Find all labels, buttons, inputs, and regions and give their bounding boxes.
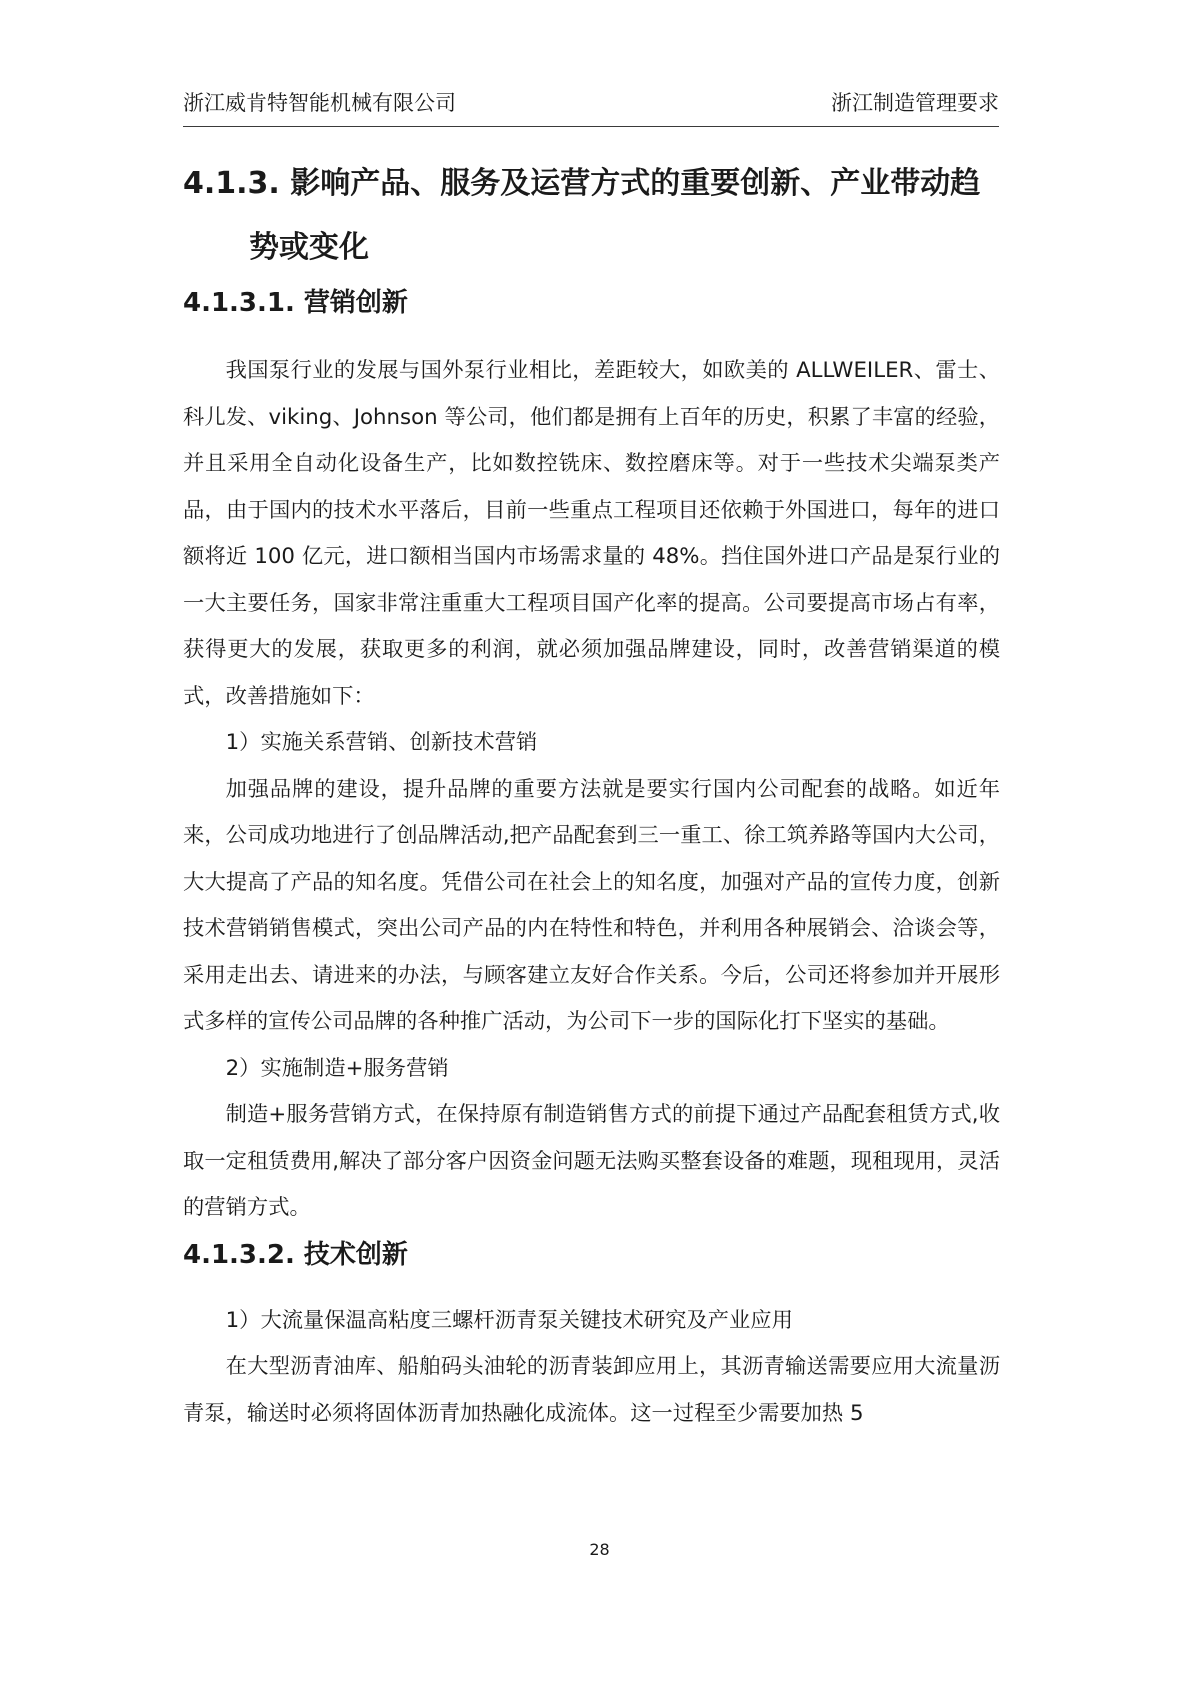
technology-item-1: 1）大流量保温高粘度三螺杆沥青泵关键技术研究及产业应用 [225,1307,793,1333]
page-number: 28 [589,1540,610,1559]
header-company-name: 浙江威肯特智能机械有限公司 [183,91,456,115]
marketing-item-2: 2）实施制造+服务营销 [225,1055,449,1081]
header-document-type: 浙江制造管理要求 [831,91,999,115]
subsection-heading-technology: 4.1.3.2. 技术创新 [183,1239,408,1270]
marketing-item-2-paragraph: 制造+服务营销方式，在保持原有制造销售方式的前提下通过产品配套租赁方式,收取一定租赁费用,解决了部分客户因资金问题无法购买整套设备的难题，现租现用，灵活的营销方式。 [183,1102,1000,1220]
subsection-heading-marketing: 4.1.3.1. 营销创新 [183,288,408,318]
technology-item-1-paragraph: 在大型沥青油库、船舶码头油轮的沥青装卸应用上，其沥青输送需要应用大流量沥青泵，输送时必须将固体沥青加热融化成流体。这一过程至少需要加热 5 [183,1354,1000,1426]
marketing-intro-paragraph: 我国泵行业的发展与国外泵行业相比，差距较大，如欧美的 ALLWEILER、雷士、科儿发、viking、Johnson 等公司，他们都是拥有上百年的历史，积累了丰富的经验，并且采用全自动化设备生产，比如数控铣床、数控磨床等。对于一些技术尖端泵类产品，由于国内的技术水平落后，目前一些重点工程项目还依赖于外国进口，每年的进口额将近 100 亿元，进口额相当国内市场需求量的 48%。挡住国外进口产品是泵行业的一大主要任务，国家非常注重重大工程项目国产化率的提高。公司要提高市场占有率，获得更大的发展，获取更多的利润，就必须加强品牌建设，同时，改善营销渠道的模式，改善措施如下： [183,358,1000,709]
marketing-item-1-paragraph: 加强品牌的建设，提升品牌的重要方法就是要实行国内公司配套的战略。如近年来，公司成功地进行了创品牌活动,把产品配套到三一重工、徐工筑养路等国内大公司，大大提高了产品的知名度。凭借公司在社会上的知名度，加强对产品的宣传力度，创新技术营销销售模式，突出公司产品的内在特性和特色，并利用各种展销会、洽谈会等，采用走出去、请进来的办法，与顾客建立友好合作关系。今后，公司还将参加并开展形式多样的宣传公司品牌的各种推广活动，为公司下一步的国际化打下坚实的基础。 [183,776,1000,1034]
page-content [183,152,1000,1437]
marketing-item-1: 1）实施关系营销、创新技术营销 [225,730,538,755]
header-divider [183,126,999,127]
section-title: 4.1.3. 影响产品、服务及运营方式的重要创新、产业带动趋势或变化 [183,166,981,265]
page-header [183,86,999,120]
